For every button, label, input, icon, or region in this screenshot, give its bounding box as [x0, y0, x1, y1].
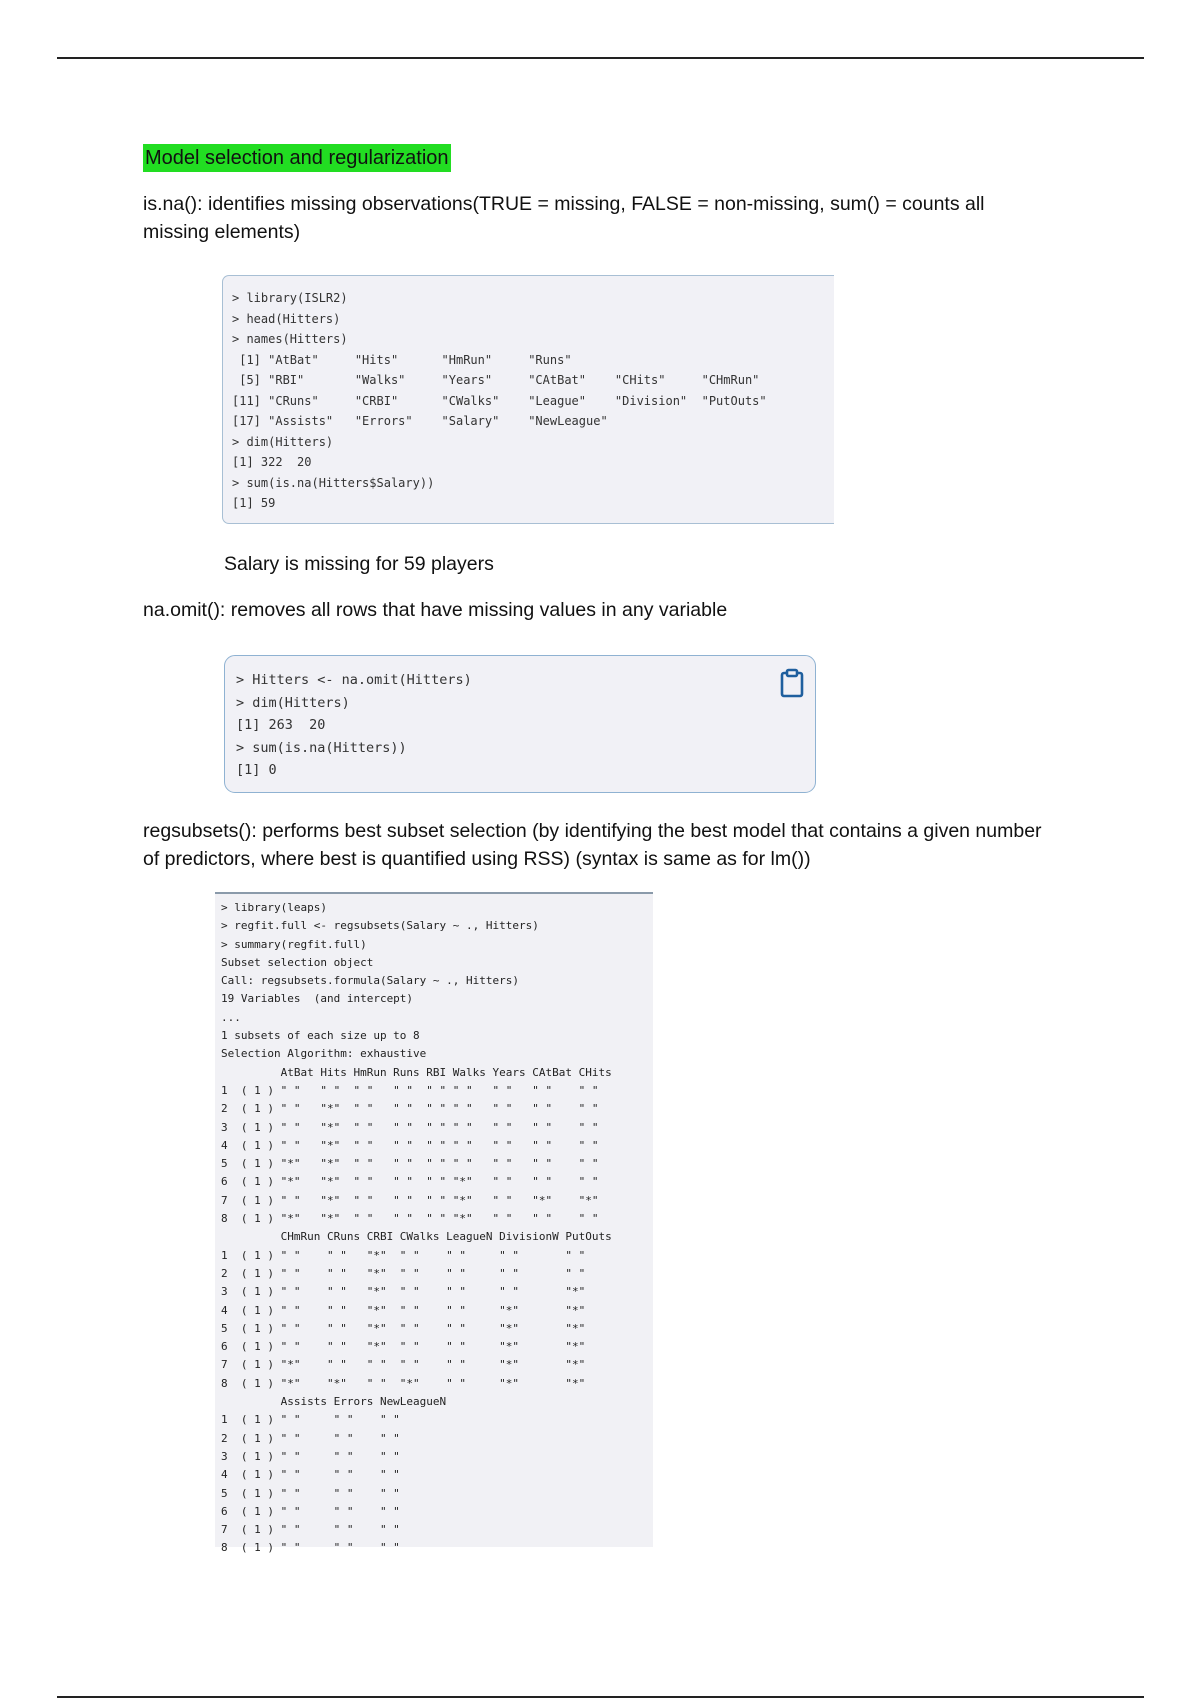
regsubsets-description: regsubsets(): performs best subset selection (by identifying the best model that contains a given number of predictors, where best is quantified using RSS) (syntax is same as for lm()): [143, 820, 1042, 870]
salary-missing-caption: Salary is missing for 59 players: [224, 553, 494, 575]
code-text-naomit: > Hitters <- na.omit(Hitters) > dim(Hitters) [1] 263 20 > sum(is.na(Hitters)) [1] 0: [236, 672, 472, 778]
code-block-hitters-names: [222, 275, 834, 524]
regsubsets-output-text: > library(leaps) > regfit.full <- regsubsets(Salary ~ ., Hitters) > summary(regfit.full) Subset selection object Call: regsubsets.formula(Salary ~ ., Hitters) 19 Variables (and intercept) ... 1 subsets of each size up to 8 Selection Algorithm: exhaustive AtBat Hits HmRun Runs RBI Walks Years CAtBat CHits 1 ( 1 ) " " " " " " " " " " " " " " " " " " 2 ( 1 ) " " "*" " " " " " " " " " " " " " " 3 ( 1 ) " " "*" " " " " " " " " " " " " " " 4 ( 1 ) " " "*" " " " " " " " " " " " " " " 5 ( 1 ) "*" "*" " " " " " " " " " " " " " " 6 ( 1 ) "*" "*" " " " " " " "*" " " " " " " 7 ( 1 ) " " "*" " " " " " " "*" " " "*" "*" 8 ( 1 ) "*" "*" " " " " " " "*" " " " " " " CHmRun CRuns CRBI CWalks LeagueN DivisionW PutOuts 1 ( 1 ) " " " " "*" " " " " " " " " 2 ( 1 ) " " " " "*" " " " " " " " " 3 ( 1 ) " " " " "*" " " " " " " "*" 4 ( 1 ) " " " " "*" " " " " "*" "*" 5 ( 1 ) " " " " "*" " " " " "*" "*" 6 ( 1 ) " " " " "*" " " " " "*" "*" 7 ( 1 ) "*" " " " " " " " " "*" "*" 8 ( 1 ) "*" "*" " " "*" " " "*" "*" Assists Errors NewLeagueN 1 ( 1 ) " " " " " " 2 ( 1 ) " " " " " " 3 ( 1 ) " " " " " " 4 ( 1 ) " " " " " " 5 ( 1 ) " " " " " " 6 ( 1 ) " " " " " " 7 ( 1 ) " " " " " " 8 ( 1 ) " " " " " ": [221, 901, 612, 1555]
clipboard-icon[interactable]: [778, 668, 806, 698]
page-bottom-rule: [57, 1696, 1144, 1698]
isna-description: is.na(): identifies missing observations(TRUE = missing, FALSE = non-missing, sum() = counts all missing elements): [143, 193, 985, 243]
code-block-naomit: [224, 655, 816, 793]
regsubsets-output-screenshot: [215, 892, 653, 1555]
section-heading: Model selection and regularization: [143, 144, 451, 172]
code-text-hitters-names: > library(ISLR2) > head(Hitters) > names(Hitters) [1] "AtBat" "Hits" "HmRun" "Runs" [5] "RBI" "Walks" "Years" "CAtBat" "CHits" "CHmRun" [11] "CRuns" "CRBI" "CWalks" "League" "Division" "PutOuts" [17] "Assists" "Errors" "Salary" "NewLeague" > dim(Hitters) [1] 322 20 > sum(is.na(Hitters$Salary)) [1] 59: [232, 291, 767, 510]
page-top-rule: [57, 57, 1144, 59]
naomit-description: na.omit(): removes all rows that have missing values in any variable: [143, 599, 728, 621]
